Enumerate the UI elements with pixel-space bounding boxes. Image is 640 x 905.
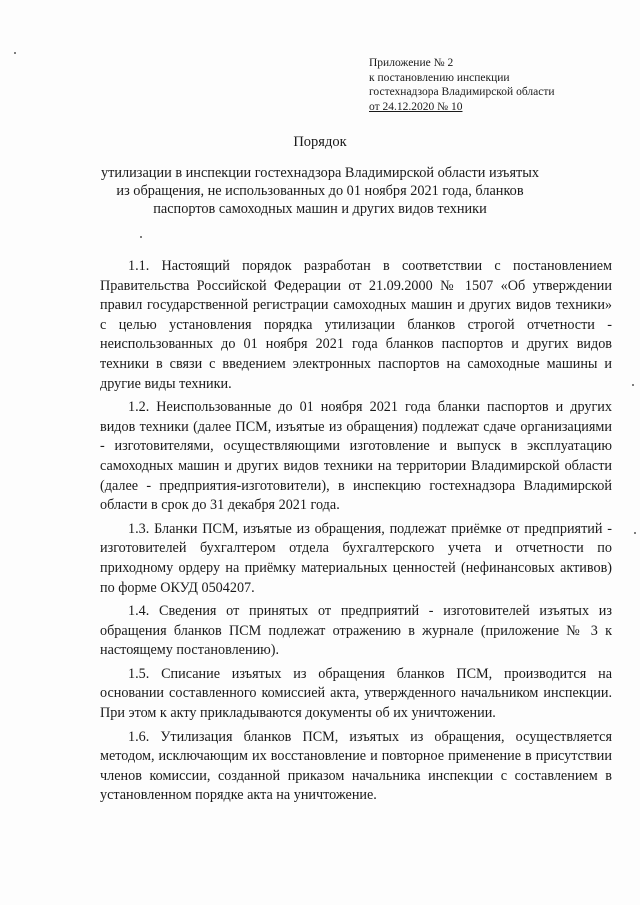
document-title: Порядок — [293, 134, 347, 150]
document-subtitle: утилизации в инспекции гостехнадзора Владимирской области изъятых из обращения, не использованных до 01 ноября 2021 года, бланков паспортов самоходных машин и других видов техники — [100, 165, 540, 217]
paragraph-1-3: 1.3. Бланки ПСМ, изъятые из обращения, подлежат приёмке от предприятий - изготовителей бухгалтером отдела бухгалтерского учета и отчетности по приходному ордеру на приёмку материальных ценностей (нефинансовых активов) по форме ОКУД 0504207. — [100, 520, 612, 596]
scan-speck — [632, 384, 634, 386]
paragraph-1-1: 1.1. Настоящий порядок разработан в соответствии с постановлением Правительства Российской Федерации от 21.09.2000 № 1507 «Об утверждении правил государственной регистрации самоходных машин и других видов техники» с целью установления порядка утилизации бланков строгой отчетности - неиспользованных до 01 ноября 2021 года бланков паспортов и других видов техники в связи с введением электронных паспортов на самоходные машины и другие виды техники. — [100, 258, 612, 392]
scan-speck — [14, 52, 16, 54]
paragraph-1-4: 1.4. Сведения от принятых от предприятий - изготовителей изъятых из обращения бланков ПСМ подлежат отражению в журнале (приложение № 3 к настоящему постановлению). — [100, 603, 612, 659]
annex-line-agency: гостехнадзора Владимирской области — [369, 86, 555, 98]
paragraph-1-2: 1.2. Неиспользованные до 01 ноября 2021 года бланки паспортов и других видов техники (далее ПСМ, изъятые из обращения) подлежат сдаче организациями - изготовителями, осуществляющими изготовление и выпуск в эксплуатацию самоходных машин и других видов техники на территории Владимирской области (далее - предприятия-изготовители), в инспекцию гостехнадзора Владимирской области в срок до 31 декабря 2021 года. — [100, 399, 612, 514]
annex-line-date: от 24.12.2020 № 10 — [369, 100, 463, 113]
paragraph-1-6: 1.6. Утилизация бланков ПСМ, изъятых из обращения, осуществляется методом, исключающим их восстановление и повторное применение в присутствии членов комиссии, созданной приказом начальника инспекции с составлением в установленном порядке акта на уничтожение. — [100, 728, 612, 804]
annex-title: Приложение № 2 — [369, 57, 454, 69]
scan-speck — [140, 236, 142, 238]
scan-speck — [634, 532, 636, 534]
document-body — [100, 257, 612, 810]
annex-header — [369, 56, 555, 114]
paragraph-1-5: 1.5. Списание изъятых из обращения бланков ПСМ, производится на основании составленного комиссией акта, утвержденного начальником инспекции. При этом к акту прикладываются документы об их уничтожении. — [100, 665, 612, 722]
annex-line-decree: к постановлению инспекции — [369, 71, 510, 84]
